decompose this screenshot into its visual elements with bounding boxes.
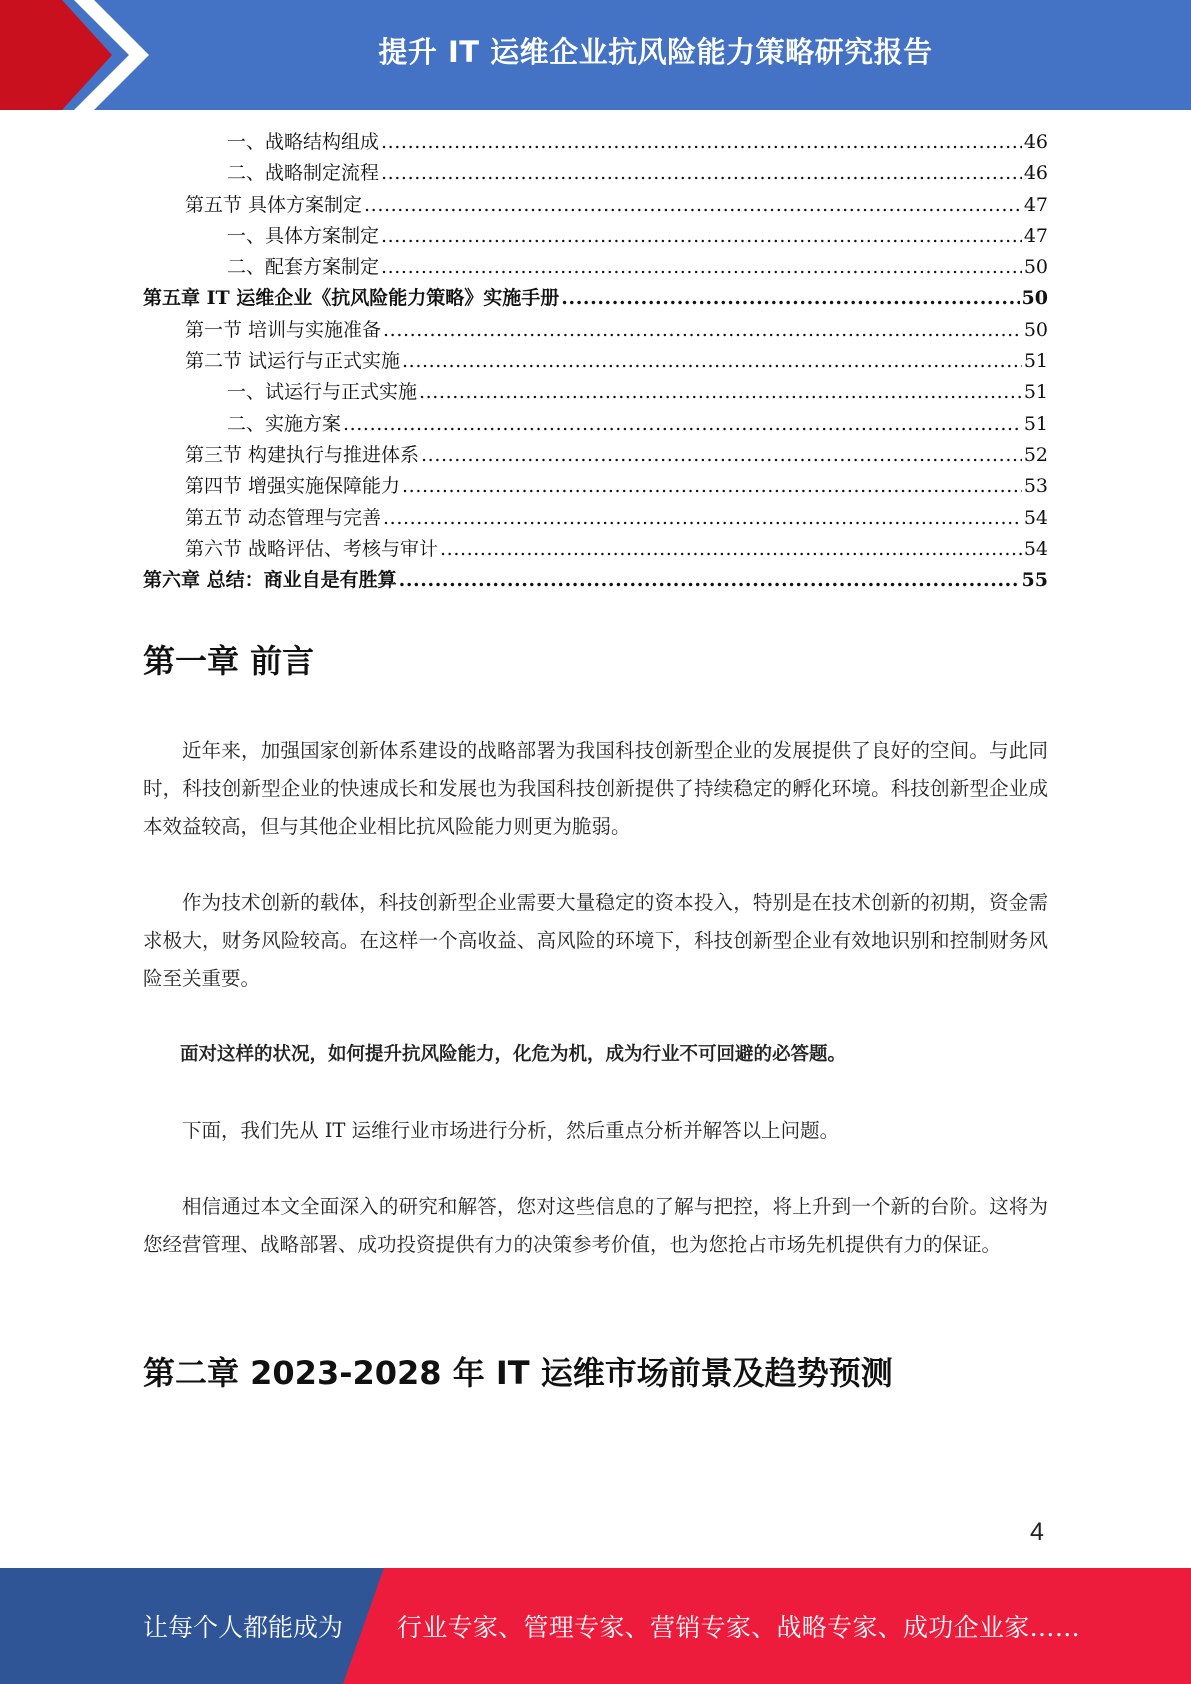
page-footer: [0, 1568, 1191, 1684]
toc-entry-chapter[interactable]: [143, 283, 1048, 314]
paragraph: 相信通过本文全面深入的研究和解答，您对这些信息的了解与把控，将上升到一个新的台阶。这将为您经营管理、战略部署、成功投资提供有力的决策参考价值，也为您抢占市场先机提供有力的保证。: [143, 1195, 1048, 1256]
toc-entry[interactable]: [143, 471, 1048, 502]
toc-entry[interactable]: [143, 158, 1048, 189]
paragraph: 作为技术创新的载体，科技创新型企业需要大量稳定的资本投入，特别是在技术创新的初期，资金需求极大，财务风险较高。在这样一个高收益、高风险的环境下，科技创新型企业有效地识别和控制财务风险至关重要。: [143, 891, 1048, 990]
toc-entry-title: 第一节 培训与实施准备: [185, 318, 382, 341]
toc-entry-page: 47: [1023, 193, 1048, 216]
toc-entry[interactable]: [143, 252, 1048, 283]
header-arrow-decoration: [0, 0, 160, 110]
toc-entry[interactable]: [143, 377, 1048, 408]
toc-entry-page: 50: [1021, 287, 1048, 310]
toc-entry-title: 第三节 构建执行与推进体系: [185, 443, 420, 466]
toc-entry-title: 第五节 动态管理与完善: [185, 506, 382, 529]
toc-entry-page: 52: [1023, 443, 1048, 466]
toc-entry-page: 54: [1023, 537, 1048, 560]
paragraph: 下面，我们先从 IT 运维行业市场进行分析，然后重点分析并解答以上问题。: [182, 1119, 840, 1142]
toc-dot-leader: [419, 377, 1022, 408]
footer-slogan-right: 行业专家、管理专家、营销专家、战略专家、成功企业家……: [397, 1613, 1081, 1642]
toc-dot-leader: [383, 315, 1022, 346]
footer-slogan-left: 让每个人都能成为: [143, 1613, 344, 1642]
toc-dot-leader: [364, 190, 1022, 221]
toc-entry[interactable]: [143, 534, 1048, 565]
toc-entry[interactable]: [143, 503, 1048, 534]
toc-entry-title: 第五节 具体方案制定: [185, 193, 363, 216]
toc-entry-page: 53: [1023, 475, 1048, 498]
page-number: 4: [1030, 1518, 1044, 1546]
toc-entry-chapter[interactable]: [143, 565, 1048, 596]
toc-entry-title: 二、配套方案制定: [227, 256, 380, 279]
table-of-contents: [143, 127, 1048, 596]
toc-entry-title: 一、战略结构组成: [227, 131, 380, 153]
toc-dot-leader: [383, 503, 1022, 534]
toc-dot-leader: [399, 565, 1020, 596]
toc-entry[interactable]: [143, 127, 1048, 158]
toc-entry-page: 51: [1023, 381, 1048, 404]
toc-entry-page: 55: [1021, 569, 1048, 592]
toc-entry-title: 第六节 战略评估、考核与审计: [185, 537, 439, 560]
toc-dot-leader: [381, 127, 1022, 158]
toc-dot-leader: [381, 252, 1022, 283]
toc-entry-page: 46: [1023, 162, 1048, 185]
toc-entry[interactable]: [143, 409, 1048, 440]
toc-entry-title: 第五章 IT 运维企业《抗风险能力策略》实施手册: [143, 287, 560, 310]
toc-entry[interactable]: [143, 315, 1048, 346]
chapter-1-heading: 第一章 前言: [143, 642, 315, 680]
toc-entry-title: 二、战略制定流程: [227, 162, 380, 185]
toc-entry-page: 50: [1023, 318, 1048, 341]
toc-dot-leader: [381, 158, 1022, 189]
toc-dot-leader: [421, 440, 1022, 471]
toc-entry-page: 51: [1023, 412, 1048, 435]
toc-dot-leader: [440, 534, 1022, 565]
toc-entry-title: 一、试运行与正式实施: [227, 381, 418, 404]
toc-dot-leader: [402, 471, 1022, 502]
toc-entry-page: 47: [1023, 224, 1048, 247]
toc-entry[interactable]: [143, 440, 1048, 471]
toc-entry-title: 二、实施方案: [227, 412, 342, 435]
emphasis-paragraph: 面对这样的状况，如何提升抗风险能力，化危为机，成为行业不可回避的必答题。: [180, 1044, 847, 1065]
toc-entry-title: 第六章 总结：商业自是有胜算: [143, 569, 397, 592]
toc-entry[interactable]: [143, 346, 1048, 377]
toc-dot-leader: [381, 221, 1022, 252]
toc-entry-page: 54: [1023, 506, 1048, 529]
toc-dot-leader: [343, 409, 1022, 440]
header-title: 提升 IT 运维企业抗风险能力策略研究报告: [378, 34, 933, 69]
toc-entry-title: 第四节 增强实施保障能力: [185, 475, 401, 498]
toc-entry-page: 50: [1023, 256, 1048, 279]
toc-entry-page: 51: [1023, 350, 1048, 373]
toc-entry-title: 第二节 试运行与正式实施: [185, 350, 401, 373]
toc-entry[interactable]: [143, 221, 1048, 252]
toc-entry-page: 46: [1023, 131, 1048, 153]
toc-dot-leader: [561, 283, 1019, 314]
chapter-2-heading: 第二章 2023-2028 年 IT 运维市场前景及趋势预测: [143, 1354, 893, 1392]
paragraph: 近年来，加强国家创新体系建设的战略部署为我国科技创新型企业的发展提供了良好的空间。与此同时，科技创新型企业的快速成长和发展也为我国科技创新提供了持续稳定的孵化环境。科技创新型企业成本效益较高，但与其他企业相比抗风险能力则更为脆弱。: [143, 739, 1048, 838]
toc-entry-title: 一、具体方案制定: [227, 224, 380, 247]
toc-dot-leader: [402, 346, 1022, 377]
toc-entry[interactable]: [143, 190, 1048, 221]
page-header: [0, 0, 1191, 110]
